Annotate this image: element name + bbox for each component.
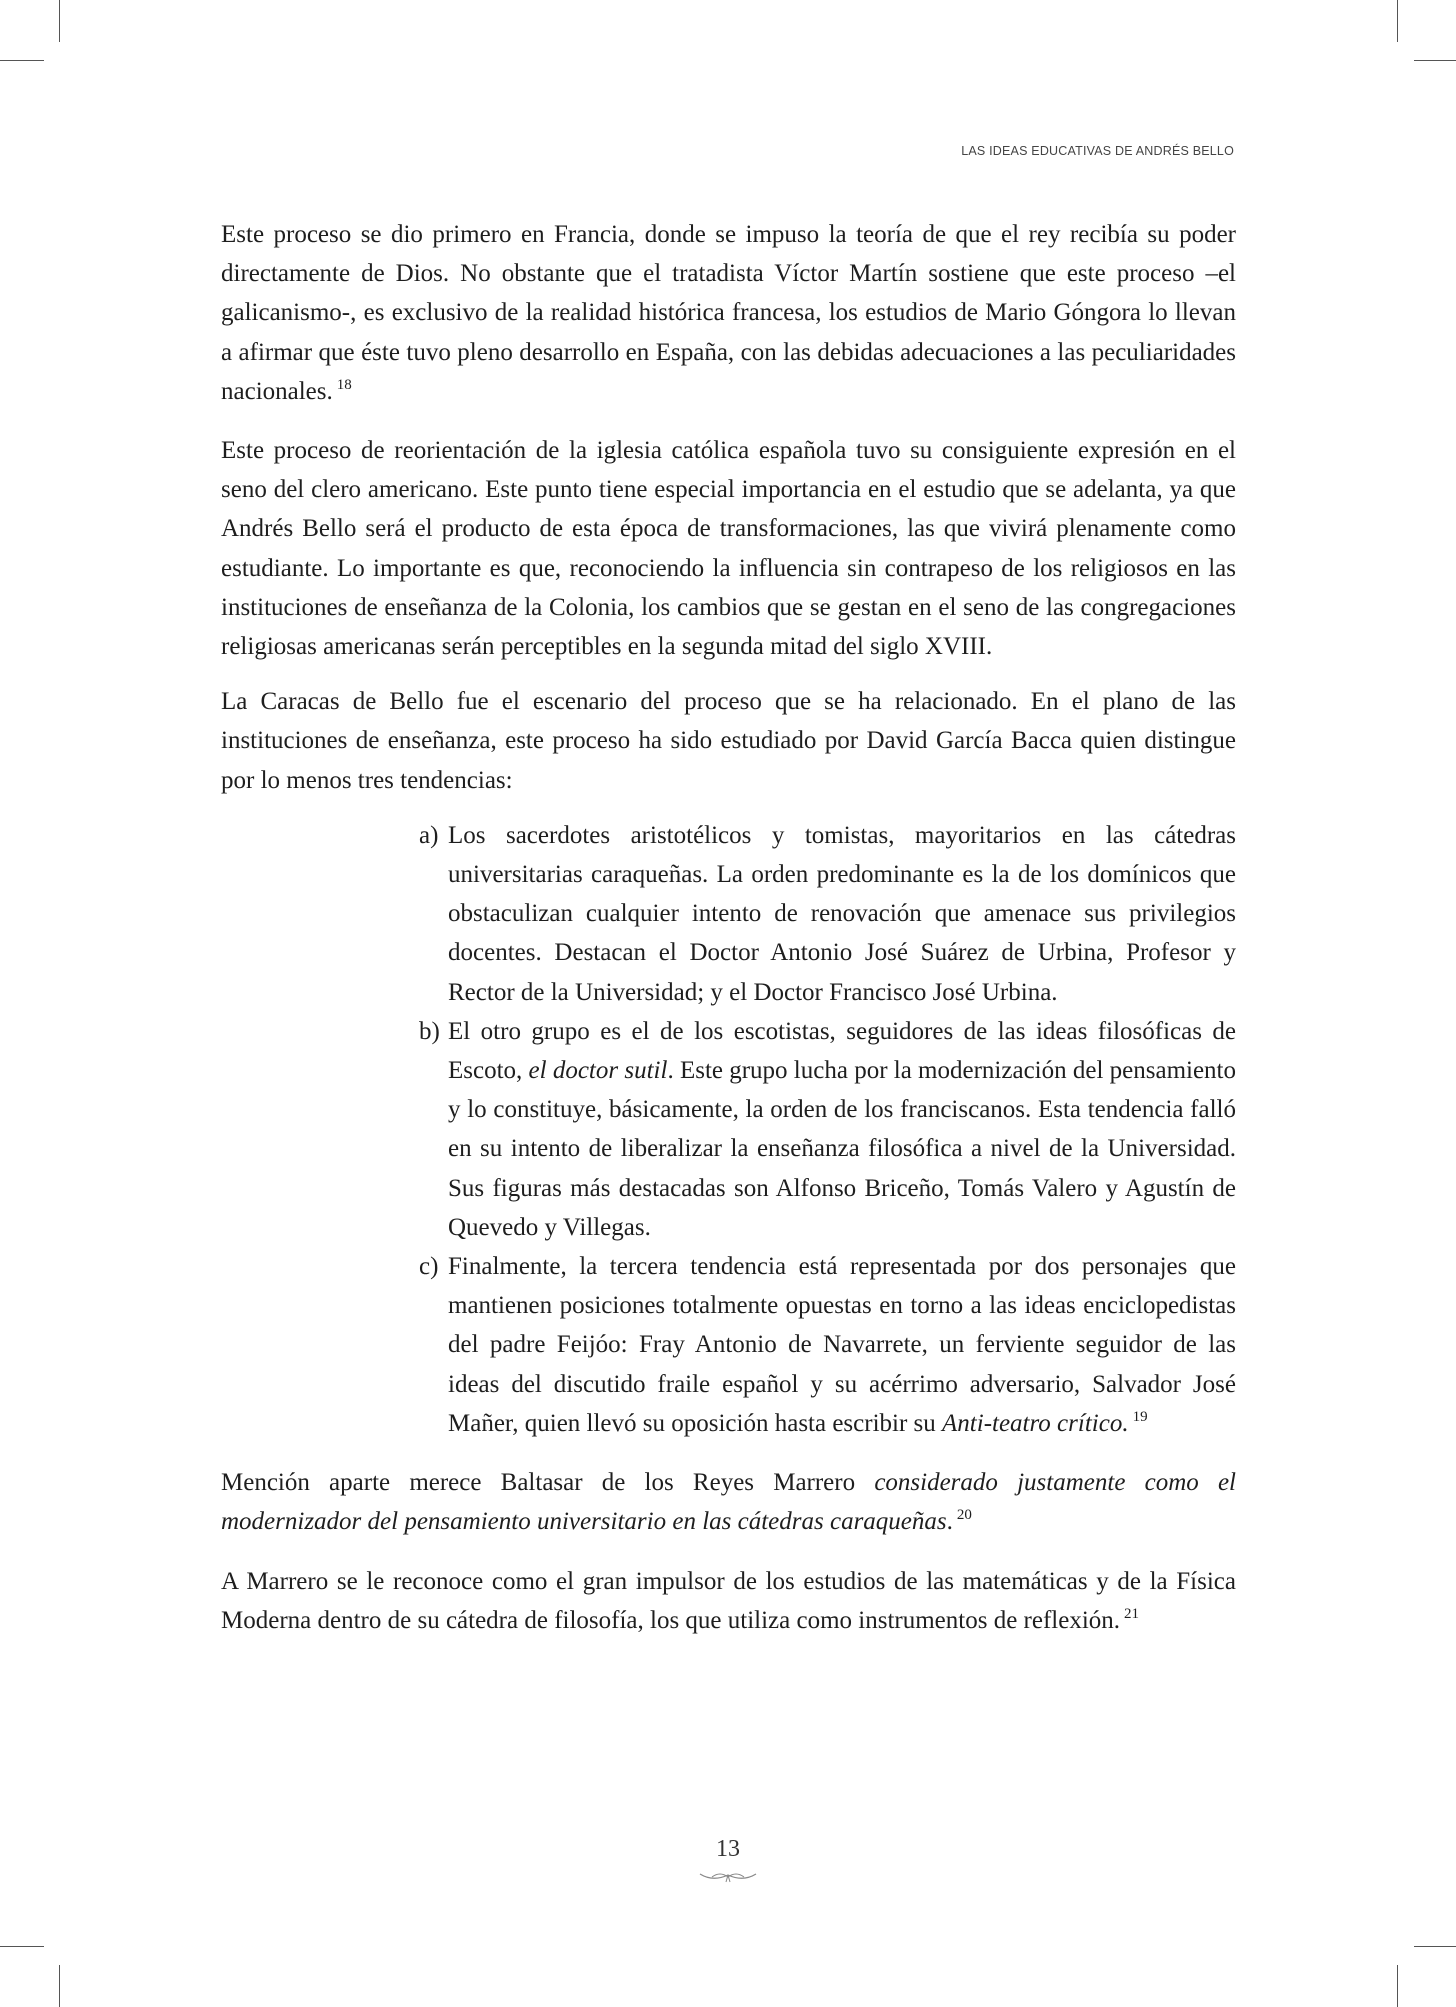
paragraph: Este proceso de reorientación de la iglesia católica española tuvo su consiguiente expresión en el seno del clero americano. Este punto tiene especial importancia en el estudio que se adelanta, ya que Andrés Bello será el producto de esta época de transformaciones, las que vivirá plenamente como estudiante. Lo importante es que, reconociendo la influencia sin contrapeso de los religiosos en las instituciones de enseñanza de la Colonia, los cambios que se gestan en el seno de las congregaciones religiosas americanas serán perceptibles en la segunda mitad del siglo XVIII. — [221, 437, 1236, 661]
list-marker: b) — [419, 1017, 440, 1045]
paragraph: A Marrero se le reconoce como el gran impulsor de los estudios de las matemáticas y de la Física Moderna dentro de su cátedra de filosofía, los que utiliza como instrumentos de reflexión. $^{21}$ — [221, 1567, 1236, 1634]
list-item: a) Los sacerdotes aristotélicos y tomistas, mayoritarios en las cátedras universitarias caraqueñas. La orden predominante es la de los domínicos que obstaculizan cualquier intento de renovación que amenace sus privilegios docentes. Destacan el Doctor Antonio José Suárez de Urbina, Profesor y Rector de la Universidad; y el Doctor Francisco José Urbina. — [419, 816, 1236, 1012]
crop-mark-top-left-v — [59, 0, 60, 42]
list-marker: a) — [419, 821, 439, 849]
crop-mark-top-right-v — [1397, 0, 1398, 42]
paragraph: Este proceso se dio primero en Francia, donde se impuso la teoría de que el rey recibía su poder directamente de Dios. No obstante que el tratadista Víctor Martín sostiene que este proceso –el galicanismo-, es exclusivo de la realidad histórica francesa, los estudios de Mario Góngora lo llevan a afirmar que éste tuvo pleno desarrollo en España, con las debidas adecuaciones a las peculiaridades nacionales. $^{18}$ — [221, 221, 1236, 405]
list-item: c) Finalmente, la tercera tendencia está representada por dos personajes que mantienen posiciones totalmente opuestas en torno a las ideas enciclopedistas del padre Feijóo: Fray Antonio de Navarrete, un ferviente seguidor de las ideas del discutido fraile español y su acérrimo adversario, Salvador José Mañer, quien llevó su oposición hasta escribir su Anti-teatro crítico. $^{19}$ — [419, 1247, 1236, 1447]
page-number: 13 — [716, 1836, 740, 1862]
page-body — [221, 215, 1236, 1660]
footnote-ref[interactable]: 21 — [1124, 1605, 1140, 1622]
running-header: LAS IDEAS EDUCATIVAS DE ANDRÉS BELLO — [961, 144, 1234, 158]
paragraph: Mención aparte merece Baltasar de los Reyes Marrero considerado justamente como el modernizador del pensamiento universitario en las cátedras caraqueñas. $^{20}$ — [221, 1469, 1236, 1536]
crop-mark-bottom-right-v — [1397, 1965, 1398, 2007]
crop-mark-bottom-right-h — [1414, 1946, 1456, 1947]
crop-mark-top-left-h — [0, 60, 44, 61]
footnote-ref[interactable]: 20 — [956, 1507, 972, 1524]
tendencies-list — [419, 816, 1236, 1447]
list-item: b) El otro grupo es el de los escotistas, seguidores de las ideas filosóficas de Escoto, el doctor sutil. Este grupo lucha por la modernización del pensamiento y lo constituye, básicamente, la orden de los franciscanos. Esta tendencia falló en su intento de liberalizar la enseñanza filosófica a nivel de la Universidad. Sus figuras más destacadas son Alfonso Briceño, Tomás Valero y Agustín de Quevedo y Villegas. — [419, 1012, 1236, 1247]
paragraph: La Caracas de Bello fue el escenario del proceso que se ha relacionado. En el plano de las instituciones de enseñanza, este proceso ha sido estudiado por David García Bacca quien distingue por lo menos tres tendencias: — [221, 688, 1236, 794]
crop-mark-bottom-left-h — [0, 1946, 44, 1947]
footnote-ref[interactable]: 18 — [336, 376, 352, 393]
footnote-ref[interactable]: 19 — [1132, 1408, 1148, 1425]
ornament-flourish-icon — [698, 1868, 758, 1884]
crop-mark-top-right-h — [1414, 60, 1456, 61]
crop-mark-bottom-left-v — [59, 1965, 60, 2007]
list-marker: c) — [419, 1253, 439, 1281]
